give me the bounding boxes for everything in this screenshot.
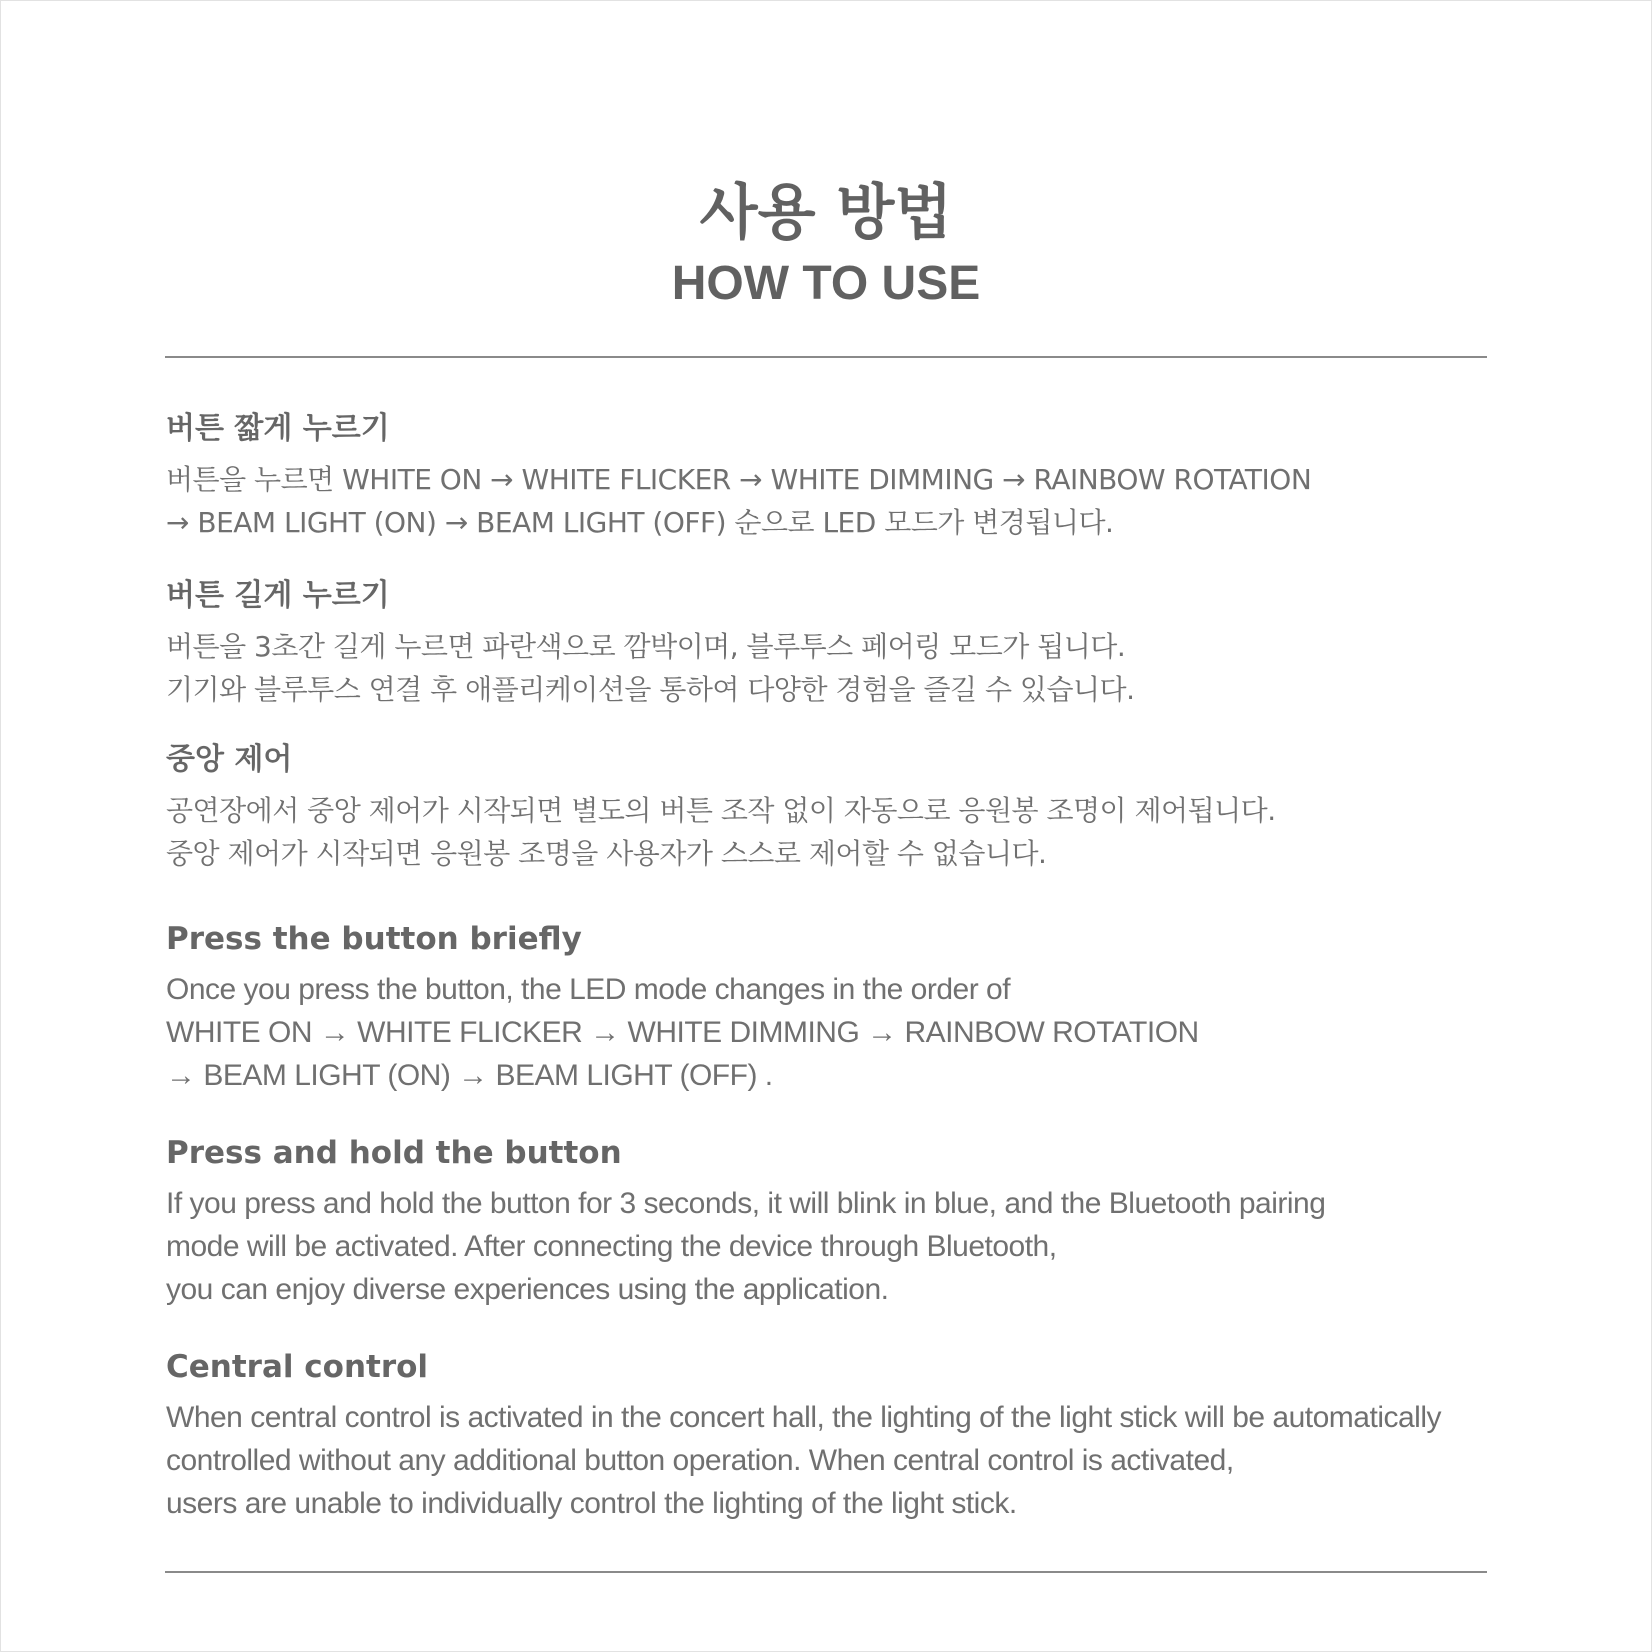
body-line: 버튼을 누르면 WHITE ON → WHITE FLICKER → WHITE DIMMING → RAINBOW ROTATION: [166, 463, 1312, 496]
body-line: Once you press the button, the LED mode changes in the order of: [166, 973, 1011, 1006]
section-body: [166, 1396, 1496, 1525]
top-divider: [165, 356, 1487, 358]
body-line: If you press and hold the button for 3 seconds, it will blink in blue, and the Bluetooth pairing: [166, 1187, 1326, 1220]
section-central-control-ko: [166, 740, 1496, 875]
body-line: 버튼을 3초간 길게 누르면 파란색으로 깜박이며, 블루투스 페어링 모드가 됩니다.: [166, 630, 1126, 663]
section-body: [166, 968, 1496, 1097]
body-line: WHITE ON → WHITE FLICKER → WHITE DIMMING → RAINBOW ROTATION: [166, 1016, 1199, 1049]
body-line: 공연장에서 중앙 제어가 시작되면 별도의 버튼 조작 없이 자동으로 응원봉 조명이 제어됩니다.: [166, 794, 1276, 827]
section-heading: 버튼 짧게 누르기: [166, 411, 390, 446]
page-title-english: HOW TO USE: [671, 257, 981, 310]
section-body: [166, 458, 1496, 544]
body-line: mode will be activated. After connecting the device through Bluetooth,: [166, 1230, 1057, 1263]
section-body: [166, 789, 1496, 875]
section-body: [166, 625, 1496, 711]
section-long-press-ko: [166, 576, 1496, 711]
body-line: 중앙 제어가 시작되면 응원봉 조명을 사용자가 스스로 제어할 수 없습니다.: [166, 837, 1047, 870]
section-heading: Press and hold the button: [166, 1135, 622, 1171]
section-short-press-ko: [166, 409, 1496, 544]
section-central-control-en: [166, 1347, 1496, 1525]
body-line: → BEAM LIGHT (ON) → BEAM LIGHT (OFF) 순으로 LED 모드가 변경됩니다.: [166, 506, 1114, 539]
section-short-press-en: [166, 919, 1496, 1097]
section-heading: Press the button briefly: [166, 921, 582, 957]
body-line: you can enjoy diverse experiences using the application.: [166, 1273, 889, 1306]
body-line: → BEAM LIGHT (ON) → BEAM LIGHT (OFF) .: [166, 1059, 773, 1092]
section-heading: Central control: [166, 1349, 429, 1385]
section-body: [166, 1182, 1496, 1311]
body-line: 기기와 블루투스 연결 후 애플리케이션을 통하여 다양한 경험을 즐길 수 있습니다.: [166, 673, 1135, 706]
body-line: controlled without any additional button operation. When central control is activated,: [166, 1444, 1234, 1477]
body-line: When central control is activated in the concert hall, the lighting of the light stick will be automatically: [166, 1401, 1441, 1434]
section-hold-en: [166, 1133, 1496, 1311]
body-line: users are unable to individually control the lighting of the light stick.: [166, 1487, 1017, 1520]
page-title-korean: 사용 방법: [699, 178, 953, 248]
section-heading: 중앙 제어: [166, 742, 293, 777]
bottom-divider: [165, 1571, 1487, 1573]
section-heading: 버튼 길게 누르기: [166, 578, 390, 613]
